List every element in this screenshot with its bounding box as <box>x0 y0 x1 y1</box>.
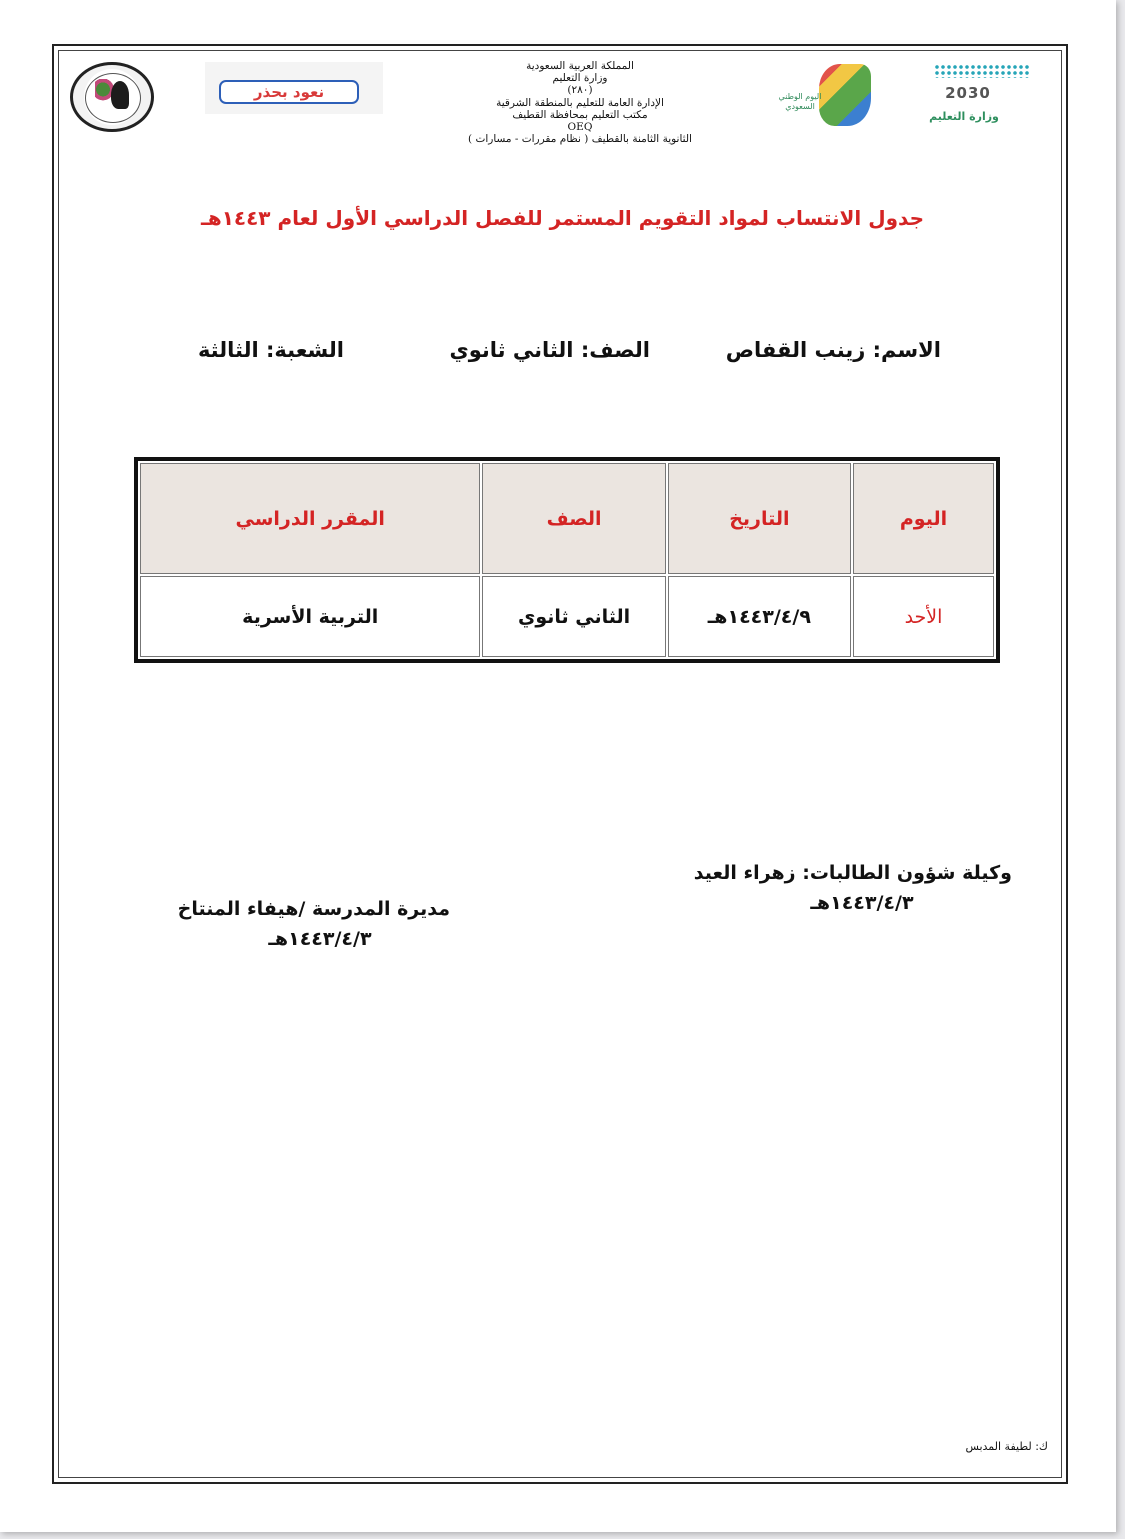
national-day-logo-text: اليوم الوطني السعودي <box>778 92 822 111</box>
page-border <box>52 44 1068 1484</box>
table-header-row <box>140 463 994 574</box>
header-day: اليوم <box>853 463 994 574</box>
principal-date: ١٤٤٣/٤/٣هـ <box>268 928 372 950</box>
letterhead-line: OEQ <box>567 121 593 134</box>
student-name: الاسم: زينب القفاص <box>725 338 941 362</box>
cell-day: الأحد <box>853 576 994 657</box>
school-seal-logo <box>70 62 154 132</box>
deputy-label: وكيلة شؤون الطالبات: زهراء العيد <box>693 862 1012 884</box>
header-grade: الصف <box>482 463 665 574</box>
table-row <box>140 576 994 657</box>
vision-2030-logo <box>918 62 1034 130</box>
deputy-date: ١٤٤٣/٤/٣هـ <box>810 892 914 914</box>
national-day-logo-shape <box>819 64 871 126</box>
letterhead-line: وزارة التعليم <box>552 72 608 85</box>
vision-year: 2030 <box>945 84 991 102</box>
document-title: جدول الانتساب لمواد التقويم المستمر للفصل الدراسي الأول لعام ١٤٤٣هـ <box>200 206 925 230</box>
cell-date: ١٤٤٣/٤/٩هـ <box>668 576 851 657</box>
footnote: ك: لطيفة المدبس <box>965 1440 1048 1453</box>
principal-label: مديرة المدرسة /هيفاء المنتاخ <box>177 898 450 920</box>
letterhead-line: الإدارة العامة للتعليم بالمنطقة الشرقية <box>496 96 664 109</box>
campaign-logo <box>205 62 383 114</box>
cell-course: التربية الأسرية <box>140 576 480 657</box>
letterhead-line: الثانوية الثامنة بالقطيف ( نظام مقررات - مسارات ) <box>468 133 692 146</box>
student-grade: الصف: الثاني ثانوي <box>449 338 650 362</box>
cell-grade: الثاني ثانوي <box>482 576 665 657</box>
header-date: التاريخ <box>668 463 851 574</box>
student-section: الشعبة: الثالثة <box>197 338 344 362</box>
ministry-logo-text: وزارة التعليم <box>929 110 999 123</box>
header-course: المقرر الدراسي <box>140 463 480 574</box>
letterhead-line: مكتب التعليم بمحافظة القطيف <box>512 108 648 121</box>
deputy-signature-block <box>693 858 1012 918</box>
letterhead-line: المملكة العربية السعودية <box>526 60 634 72</box>
page-border-inner <box>58 50 1062 1478</box>
schedule-table <box>134 457 1000 663</box>
campaign-logo-text: نعود بحذر <box>219 80 359 104</box>
letterhead <box>430 60 730 145</box>
national-day-logo <box>775 62 885 130</box>
principal-signature-block <box>177 894 450 954</box>
vision-dots-icon <box>934 64 1030 78</box>
letterhead-line: (٢٨٠) <box>567 84 593 97</box>
